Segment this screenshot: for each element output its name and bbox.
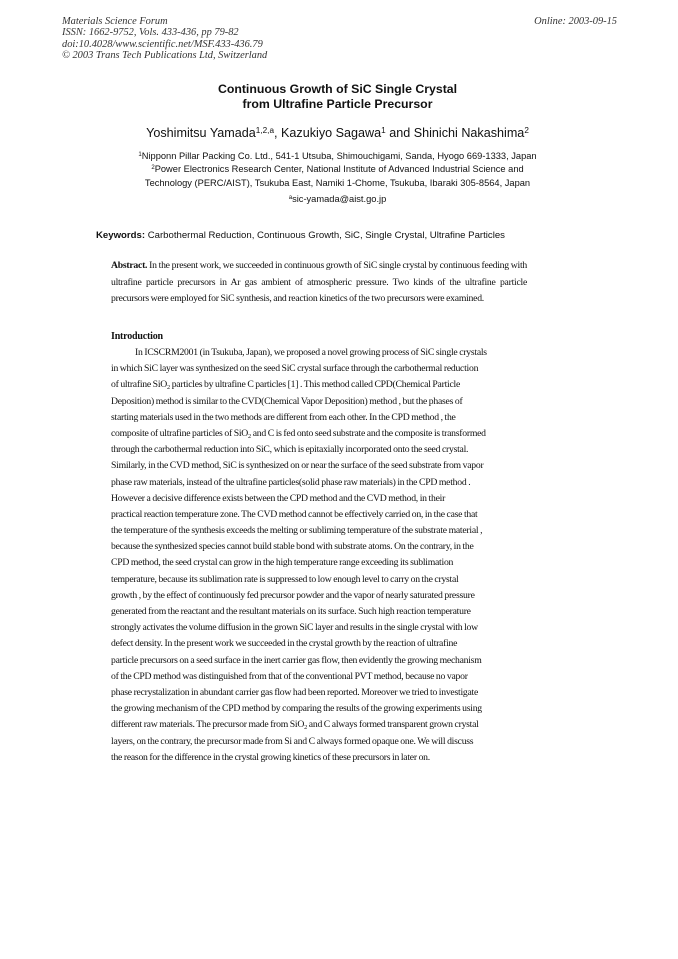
paragraph-line: through the carbothermal reduction into SiC, which is epitaxially incorporated onto the seed crystal. [111,444,469,456]
paper-title [60,82,615,112]
section-heading-introduction: Introduction [111,331,163,342]
paragraph-line: composite of ultrafine particles of SiO$_2$ and C is fed onto seed substrate and the composite is transformed [111,427,486,440]
paragraph-line: practical reaction temperature zone. The CVD method cannot be effectively carried on, in the case that [111,508,478,520]
author-affil-mark: 1,2,a [255,125,275,135]
issn-line: ISSN: 1662-9752, Vols. 433-436, pp 79-82 [62,27,239,39]
paragraph-line: However a decisive difference exists between the CPD method and the CVD method, in their [111,492,446,504]
paragraph-line: growth , by the effect of continuously fed precursor powder and the vapor of nearly saturated pressure [111,589,475,601]
paragraph-line: the temperature of the synthesis exceeds the melting or subliming temperature of the substrate material , [111,525,483,537]
copyright-line: © 2003 Trans Tech Publications Ltd, Switzerland [62,50,268,62]
author-name: Kazukiyo Sagawa [281,126,382,140]
author-name: Shinichi Nakashima [413,126,525,140]
author-name: Yoshimitsu Yamada [146,126,256,140]
paragraph-line: Deposition) method is similar to the CVD(Chemical Vapor Deposition) method , but the phases of [111,395,463,407]
paragraph-line: In ICSCRM2001 (in Tsukuba, Japan), we proposed a novel growing process of SiC single crystals [135,347,487,358]
affil-mark: 1 [138,151,142,158]
paragraph-line: the reason for the difference in the crystal growing kinetics of these precursors in later on. [111,751,430,763]
paragraph-line: because the synthesized species cannot build stable bond with substrate atoms. On the contrary, in the [111,541,474,553]
subscript: 2 [248,432,251,440]
paragraph-line: phase raw materials, instead of the ultrafine particles(solid phase raw materials) in the CPD method . [111,476,471,488]
abstract-label: Abstract. [111,260,148,271]
affiliation-1 [60,150,615,163]
paragraph-line: the growing mechanism of the CPD method by comparing the results of the growing experiments using [111,703,482,715]
doi-line[interactable]: doi:10.4028/www.scientific.net/MSF.433-436.79 [62,38,263,50]
paragraph-line: of ultrafine SiO$_2$ particles by ultrafine C particles [1] . This method called CPD(Chemical Particle [111,379,461,391]
paragraph-line: of the CPD method was distinguished from that of the conventional PVT method, because no vapor [111,670,468,682]
paragraph-line: starting materials used in the two methods are different from each other. In the CPD method , the [111,411,456,423]
paragraph-line: temperature, because its sublimation rate is suppressed to low enough level to carry on the crystal [111,573,459,585]
title-line-2: from Ultrafine Particle Precursor [242,97,433,111]
paragraph-line: particle precursors on a seed surface in the inert carrier gas flow, then evidently the growing mechanism [111,654,482,666]
paragraph-line: strongly activates the volume diffusion in the grown SiC layer and results in the single crystal with low [111,622,478,634]
affiliation-text: Power Electronics Research Center, National Institute of Advanced Industrial Science and [154,164,524,175]
abstract-text: In the present work, we succeeded in continuous growth of SiC single crystal by continuous feeding with ultrafine particle precursors in Ar gas ambient of atmospheric pressure. Two kinds of the ultrafine particle precursors were employed for SiC synthesis, and reaction kinetics of the two precursors were examined. [111,260,527,304]
affiliation-2-cont: Technology (PERC/AIST), Tsukuba East, Namiki 1-Chome, Tsukuba, Ibaraki 305-8564, Japan [144,177,531,188]
keywords [96,230,556,242]
paragraph-line: CPD method, the seed crystal can grow in the high temperature range exceeding its sublimation [111,557,454,569]
abstract [111,258,527,308]
paragraph-line: layers, on the contrary, the precursor made from Si and C always formed opaque one. We will discuss [111,735,474,747]
keywords-text: Carbothermal Reduction, Continuous Growth, SiC, Single Crystal, Ultrafine Particles [147,230,505,241]
author-affil-mark: 2 [524,125,529,135]
journal-name: Materials Science Forum [62,16,168,27]
title-line-1: Continuous Growth of SiC Single Crystal [217,82,458,96]
affil-mark: a [288,194,293,201]
author-separator: , [274,126,282,140]
author-separator: and [385,126,414,140]
affiliation-text: Nipponn Pillar Packing Co. Ltd., 541-1 Utsuba, Shimouchigami, Sanda, Hyogo 669-1333, Japan [141,151,537,161]
introduction-body [111,345,527,766]
email-link[interactable]: sic-yamada@aist.go.jp [292,193,387,204]
paragraph-line: phase recrystalization in abundant carrier gas flow had been reported. Moreover we tried to investigate [111,686,479,698]
affiliation-2 [60,163,615,176]
publication-info [62,16,267,62]
paragraph-line: generated from the reactant and the resultant materials on its surface. Such high reaction temperature [111,606,471,617]
subscript: 2 [304,723,308,731]
keywords-label: Keywords: [96,230,146,241]
paragraph-line: Similarly, in the CVD method, SiC is synthesized on or near the surface of the seed substrate from vapor [111,460,484,472]
affiliations [60,150,615,206]
author-affil-mark: 1 [381,125,386,135]
online-date: Online: 2003-09-15 [534,16,617,27]
paragraph-line: different raw materials. The precursor made from SiO$_2$ and C always formed transparent grown crystal [111,719,479,731]
author-list [60,126,615,141]
paragraph-line: defect density. In the present work we succeeded in the crystal growth by the reaction of ultrafine [111,638,458,650]
paragraph-line: in which SiC layer was synthesized on the seed SiC crystal surface through the carbothermal reduction [111,363,479,375]
email-line [60,193,615,206]
affil-mark: 2 [151,165,155,172]
subscript: 2 [167,383,170,391]
